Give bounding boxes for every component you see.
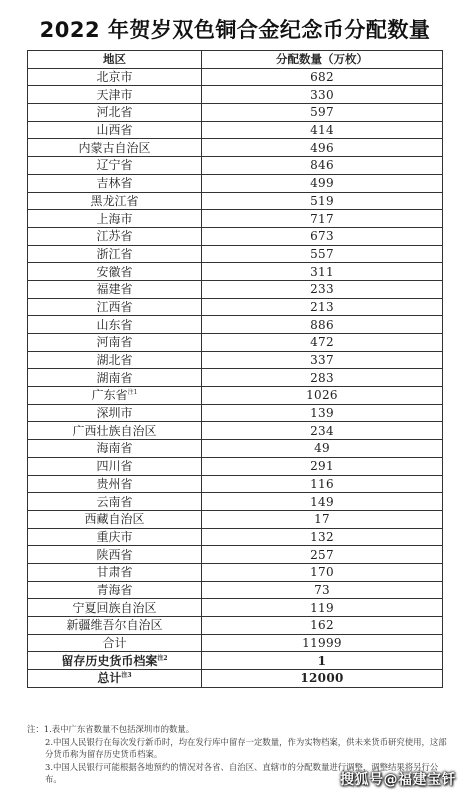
count-cell: 213 <box>202 298 443 316</box>
count-cell: 886 <box>202 316 443 334</box>
table-row <box>28 334 443 352</box>
region-cell <box>28 563 202 581</box>
table-row <box>28 298 443 316</box>
region-name: 留存历史货币档案 <box>61 653 158 668</box>
count-cell: 496 <box>202 139 443 157</box>
count-cell: 170 <box>202 563 443 581</box>
region-name: 云南省 <box>96 494 133 509</box>
count-cell: 291 <box>202 457 443 475</box>
table-row <box>28 422 443 440</box>
region-cell <box>28 174 202 192</box>
region-cell <box>28 192 202 210</box>
count-cell: 673 <box>202 227 443 245</box>
region-cell <box>28 493 202 511</box>
region-cell <box>28 139 202 157</box>
table-row <box>28 510 443 528</box>
region-cell <box>28 280 202 298</box>
region-name: 黑龙江省 <box>90 193 139 208</box>
region-name: 四川省 <box>96 459 133 474</box>
table-row <box>28 227 443 245</box>
region-cell <box>28 68 202 86</box>
table-row <box>28 563 443 581</box>
region-cell <box>28 670 202 688</box>
region-cell <box>28 404 202 422</box>
region-name: 青海省 <box>96 582 133 597</box>
region-cell <box>28 263 202 281</box>
table-row <box>28 86 443 104</box>
region-cell <box>28 245 202 263</box>
region-cell <box>28 581 202 599</box>
count-cell: 139 <box>202 404 443 422</box>
count-cell: 119 <box>202 599 443 617</box>
region-name: 上海市 <box>96 211 133 226</box>
region-cell <box>28 440 202 458</box>
region-cell <box>28 652 202 670</box>
table-row <box>28 634 443 652</box>
region-name: 浙江省 <box>96 246 133 261</box>
region-name: 山东省 <box>96 317 133 332</box>
region-cell <box>28 387 202 405</box>
footnote-marker: 注2 <box>157 654 168 662</box>
region-cell <box>28 634 202 652</box>
count-cell: 11999 <box>202 634 443 652</box>
count-cell: 162 <box>202 617 443 635</box>
region-name: 广东省 <box>91 388 128 403</box>
count-cell: 116 <box>202 475 443 493</box>
table-row <box>28 192 443 210</box>
region-name: 总计 <box>97 671 122 686</box>
region-cell <box>28 121 202 139</box>
table-row <box>28 68 443 86</box>
region-name: 河北省 <box>96 105 133 120</box>
region-cell <box>28 210 202 228</box>
count-cell: 49 <box>202 440 443 458</box>
count-cell: 149 <box>202 493 443 511</box>
region-name: 贵州省 <box>96 476 133 491</box>
region-name: 天津市 <box>96 87 133 102</box>
region-name: 深圳市 <box>96 406 133 421</box>
table-header-row <box>28 51 443 69</box>
table-row <box>28 387 443 405</box>
table-row <box>28 210 443 228</box>
count-cell: 257 <box>202 546 443 564</box>
region-cell <box>28 157 202 175</box>
table-row <box>28 157 443 175</box>
footnote-3: 3.中国人民银行可能根据各地预约的情况对各省、自治区、直辖市的分配数量进行调整，调整结果将另行公布。 <box>45 761 439 784</box>
count-cell: 233 <box>202 280 443 298</box>
count-cell: 519 <box>202 192 443 210</box>
region-cell <box>28 617 202 635</box>
region-name: 辽宁省 <box>96 158 133 173</box>
total-row <box>28 670 443 688</box>
count-cell: 12000 <box>202 670 443 688</box>
table-row <box>28 475 443 493</box>
count-cell: 311 <box>202 263 443 281</box>
region-name: 山西省 <box>96 123 133 138</box>
count-cell: 717 <box>202 210 443 228</box>
table-row <box>28 263 443 281</box>
table-row <box>28 174 443 192</box>
page-title: 2022 年贺岁双色铜合金纪念币分配数量 <box>39 18 431 42</box>
region-name: 西藏自治区 <box>84 512 145 527</box>
region-name: 吉林省 <box>96 176 133 191</box>
region-name: 北京市 <box>96 70 133 85</box>
region-name: 内蒙古自治区 <box>78 140 151 155</box>
table-row <box>28 528 443 546</box>
count-cell: 597 <box>202 104 443 122</box>
region-cell <box>28 351 202 369</box>
region-cell <box>28 334 202 352</box>
archive-row <box>28 652 443 670</box>
region-cell <box>28 457 202 475</box>
region-cell <box>28 86 202 104</box>
footnote-2: 2.中国人民银行在每次发行新币时，均在发行库中留存一定数量，作为实物档案，供未来货币研究使用，这部分货币称为留存历史货币档案。 <box>45 736 447 759</box>
region-name: 重庆市 <box>96 529 133 544</box>
count-cell: 557 <box>202 245 443 263</box>
table-row <box>28 351 443 369</box>
count-cell: 73 <box>202 581 443 599</box>
header-count: 分配数量（万枚） <box>202 51 443 69</box>
region-cell <box>28 475 202 493</box>
table-row <box>28 404 443 422</box>
region-cell <box>28 316 202 334</box>
region-name: 安徽省 <box>96 264 133 279</box>
region-name: 湖北省 <box>96 353 133 368</box>
count-cell: 132 <box>202 528 443 546</box>
region-name: 宁夏回族自治区 <box>72 600 157 615</box>
region-cell <box>28 546 202 564</box>
count-cell: 17 <box>202 510 443 528</box>
region-cell <box>28 422 202 440</box>
table-row <box>28 369 443 387</box>
table-row <box>28 139 443 157</box>
region-name: 海南省 <box>96 441 133 456</box>
count-cell: 1 <box>202 652 443 670</box>
region-name: 福建省 <box>96 282 133 297</box>
table-row <box>28 245 443 263</box>
count-cell: 499 <box>202 174 443 192</box>
table-row <box>28 581 443 599</box>
count-cell: 472 <box>202 334 443 352</box>
count-cell: 330 <box>202 86 443 104</box>
table-row <box>28 121 443 139</box>
region-cell <box>28 227 202 245</box>
region-cell <box>28 528 202 546</box>
region-name: 合计 <box>102 636 127 651</box>
table-row <box>28 440 443 458</box>
table-row <box>28 316 443 334</box>
count-cell: 1026 <box>202 387 443 405</box>
region-name: 甘肃省 <box>96 565 133 580</box>
count-cell: 234 <box>202 422 443 440</box>
table-row <box>28 493 443 511</box>
header-region: 地区 <box>28 51 202 69</box>
table-row <box>28 280 443 298</box>
table-body <box>28 68 443 687</box>
table-row <box>28 457 443 475</box>
count-cell: 414 <box>202 121 443 139</box>
count-cell: 846 <box>202 157 443 175</box>
table-row <box>28 599 443 617</box>
footnote-marker: 注3 <box>121 672 132 680</box>
region-name: 广西壮族自治区 <box>72 423 157 438</box>
table-row <box>28 104 443 122</box>
region-cell <box>28 298 202 316</box>
region-cell <box>28 369 202 387</box>
count-cell: 682 <box>202 68 443 86</box>
region-cell <box>28 104 202 122</box>
region-name: 河南省 <box>96 335 133 350</box>
watermark: 搜狐号@福建宝钎 <box>340 772 456 788</box>
region-name: 江苏省 <box>96 229 133 244</box>
region-cell <box>28 599 202 617</box>
region-name: 新疆维吾尔自治区 <box>66 618 163 633</box>
footnote-1: 注：1.表中广东省数量不包括深圳市的数量。 <box>27 724 195 734</box>
region-name: 陕西省 <box>96 547 133 562</box>
count-cell: 283 <box>202 369 443 387</box>
footnote-marker: 注1 <box>127 389 138 397</box>
allocation-table <box>27 50 443 688</box>
region-cell <box>28 510 202 528</box>
table-row <box>28 617 443 635</box>
table-row <box>28 546 443 564</box>
count-cell: 337 <box>202 351 443 369</box>
region-name: 湖南省 <box>96 370 133 385</box>
region-name: 江西省 <box>96 299 133 314</box>
